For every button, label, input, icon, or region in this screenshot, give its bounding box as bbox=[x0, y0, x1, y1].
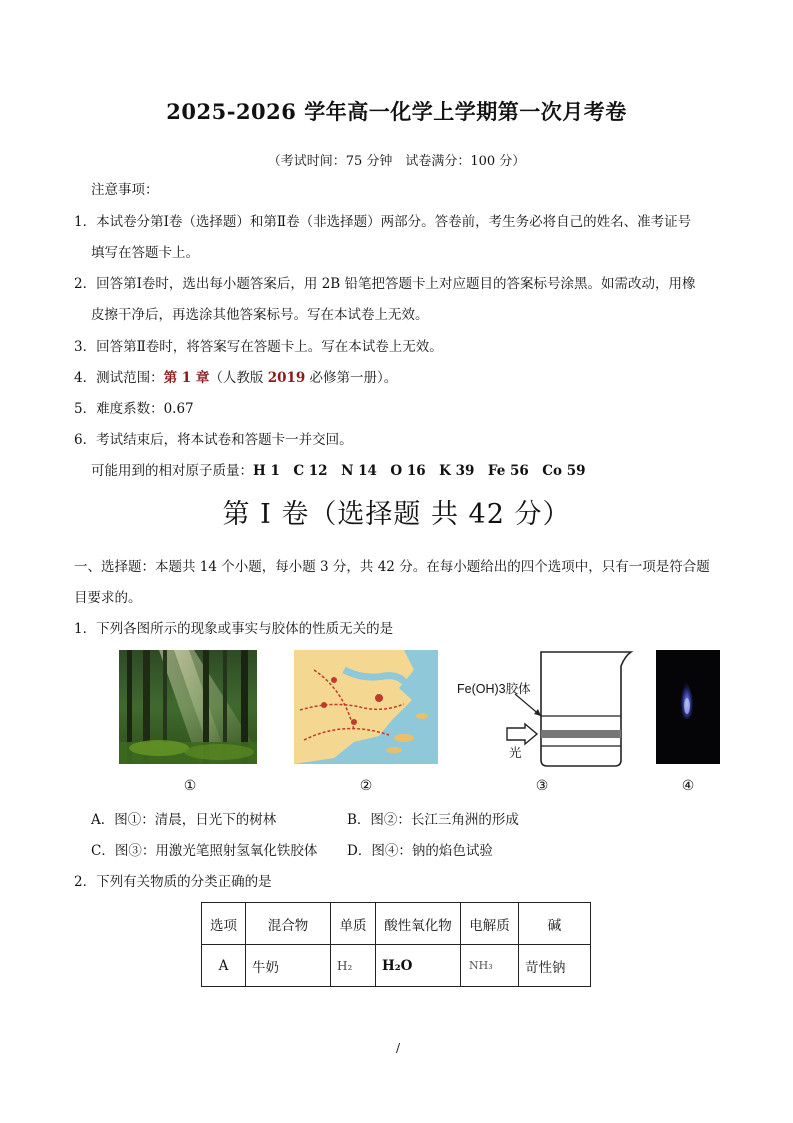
note-4 bbox=[74, 368, 397, 388]
classification-table bbox=[201, 902, 591, 987]
table-header-cell: 选项 bbox=[202, 903, 246, 945]
notes-heading: 注意事项： bbox=[91, 182, 159, 198]
note-4-scope: 第 1 章 bbox=[163, 370, 210, 386]
table-header-cell: 单质 bbox=[331, 903, 376, 945]
figure-label-3: ③ bbox=[535, 778, 549, 794]
table-header-row bbox=[202, 903, 591, 945]
note-3: 3．回答第Ⅱ卷时，将答案写在答题卡上。写在本试卷上无效。 bbox=[74, 339, 443, 355]
table-header-cell: 混合物 bbox=[246, 903, 331, 945]
figure-label-1: ① bbox=[183, 778, 197, 794]
table-cell: H₂O bbox=[376, 945, 461, 987]
q1-option-a: A．图①：清晨，日光下的树林 bbox=[91, 812, 277, 828]
atomic-mass-line bbox=[91, 461, 586, 481]
figure-label-4: ④ bbox=[681, 778, 695, 794]
table-cell: 苛性钠 bbox=[519, 945, 591, 987]
q1-option-d: D．图④：钠的焰色试验 bbox=[347, 843, 493, 859]
exam-subtitle: （考试时间：75 分钟 试卷满分：100 分） bbox=[267, 154, 526, 169]
note-1-line-2: 填写在答题卡上。 bbox=[91, 245, 199, 261]
part1-instruction-line-2: 目要求的。 bbox=[74, 590, 142, 606]
flame-test-image bbox=[656, 650, 720, 764]
note-5: 5．难度系数：0.67 bbox=[74, 401, 194, 417]
atomic-mass-prefix: 可能用到的相对原子质量： bbox=[91, 463, 253, 479]
colloid-beaker-diagram bbox=[455, 648, 635, 768]
table-header-cell: 电解质 bbox=[461, 903, 519, 945]
table-header-cell: 酸性氧化物 bbox=[376, 903, 461, 945]
table-cell: A bbox=[202, 945, 246, 987]
atomic-mass-values: H 1 C 12 N 14 O 16 K 39 Fe 56 Co 59 bbox=[253, 463, 586, 479]
page-footer: / bbox=[396, 1041, 401, 1055]
forest-sunlight-image bbox=[119, 650, 257, 764]
yangtze-delta-map-image bbox=[294, 650, 438, 764]
light-label: 光 bbox=[509, 746, 522, 760]
note-4-prefix: 4．测试范围： bbox=[74, 370, 164, 386]
table-row bbox=[202, 945, 591, 987]
note-2-line-1: 2．回答第Ⅰ卷时，选出每小题答案后，用 2B 铅笔把答题卡上对应题目的答案标号涂黑。如需改动，用橡 bbox=[74, 276, 696, 292]
note-1-line-1: 1．本试卷分第Ⅰ卷（选择题）和第Ⅱ卷（非选择题）两部分。答卷前，考生务必将自己的姓名、准考证号 bbox=[74, 214, 692, 230]
note-6: 6．考试结束后，将本试卷和答题卡一并交回。 bbox=[74, 432, 353, 448]
table-cell: H₂ bbox=[331, 945, 376, 987]
table-cell: NH₃ bbox=[461, 945, 519, 987]
exam-title: 2025-2026 学年高一化学上学期第一次月考卷 bbox=[166, 99, 627, 124]
section-title: 第 I 卷（选择题 共 42 分） bbox=[222, 499, 571, 530]
note-4-year: 2019 bbox=[267, 370, 306, 386]
question-1-stem: 1．下列各图所示的现象或事实与胶体的性质无关的是 bbox=[74, 621, 394, 637]
table-header-cell: 碱 bbox=[519, 903, 591, 945]
q1-option-c: C．图③：用激光笔照射氢氧化铁胶体 bbox=[91, 843, 318, 859]
q1-option-b: B．图②：长江三角洲的形成 bbox=[347, 812, 519, 828]
beaker-label: Fe(OH)3胶体 bbox=[457, 682, 531, 696]
figure-label-2: ② bbox=[359, 778, 373, 794]
note-4-mid: （人教版 bbox=[209, 370, 268, 386]
note-4-suffix: 必修第一册）。 bbox=[305, 370, 398, 386]
note-2-line-2: 皮擦干净后，再选涂其他答案标号。写在本试卷上无效。 bbox=[91, 307, 429, 323]
table-cell: 牛奶 bbox=[246, 945, 331, 987]
part1-instruction-line-1: 一、选择题：本题共 14 个小题，每小题 3 分，共 42 分。在每小题给出的四个选项中，只有一项是符合题 bbox=[74, 559, 710, 575]
question-2-stem: 2．下列有关物质的分类正确的是 bbox=[74, 874, 272, 890]
